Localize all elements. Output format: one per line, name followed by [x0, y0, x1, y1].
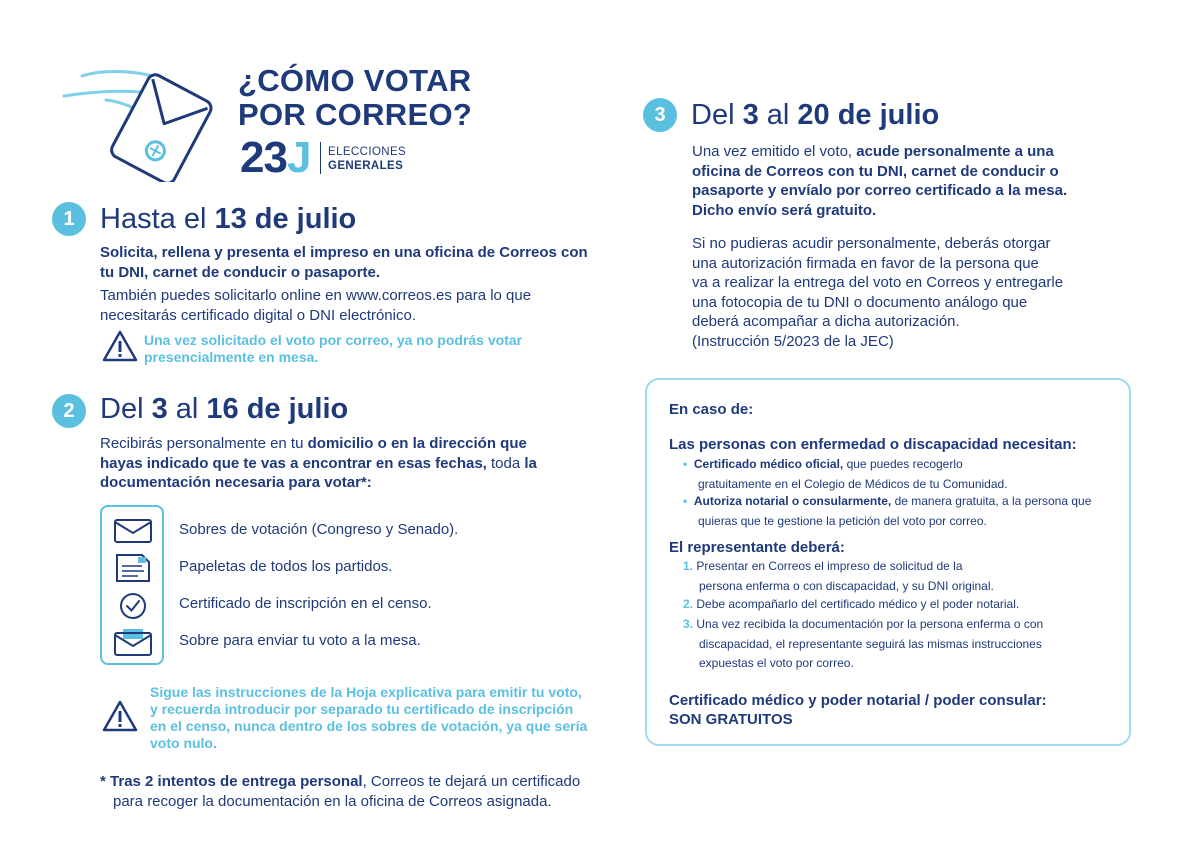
step2-warning-line2: y recuerda introducir por separado tu certificado de inscripción — [150, 701, 574, 717]
step1-online — [100, 286, 600, 325]
ballot-paper-icon — [114, 552, 152, 584]
elecciones-label: ELECCIONES — [328, 146, 407, 158]
step1-title-pre: Hasta el — [100, 203, 215, 235]
info-heading: En caso de: — [669, 401, 754, 418]
info-bullet-2 — [683, 492, 1123, 531]
step2-intro — [100, 434, 600, 493]
b1-line2: gratuitamente en el Colegio de Médicos de tu Comunidad. — [698, 476, 1008, 491]
n2-line1: Debe acompañarlo del certificado médico y el poder notarial. — [696, 597, 1020, 611]
n3-line1: Una vez recibida la documentación por la persona enferma o con — [696, 617, 1044, 631]
envelope-icon — [113, 517, 153, 545]
step3-number: 3 — [643, 98, 677, 132]
doc-item-sobres: Sobres de votación (Congreso y Senado). — [179, 521, 459, 538]
step2-intro-f: documentación necesaria para votar*: — [100, 474, 372, 491]
step3-paragraph2 — [692, 234, 1122, 351]
step2-title-to: 16 de julio — [206, 393, 349, 425]
b2-rest: de manera gratuita, a la persona que — [891, 494, 1092, 508]
step3-paragraph1 — [692, 142, 1122, 220]
step3-p1-line4: Dicho envío será gratuito. — [692, 201, 877, 219]
step1-online-line1: También puedes solicitarlo online en www.correos.es para lo que — [100, 287, 532, 304]
warning-icon — [102, 330, 138, 362]
n1: 1. — [683, 559, 694, 573]
step2-title-from: 3 — [151, 393, 168, 425]
step2-warning-line4: voto nulo. — [150, 735, 217, 751]
n3-line3: expuestas el voto por correo. — [699, 656, 854, 670]
hero-title-line1: ¿CÓMO VOTAR — [238, 63, 472, 98]
n2: 2. — [683, 597, 694, 611]
step3-p1-line3: pasaporte y envíalo por correo certificado a la mesa. — [692, 182, 1068, 199]
footer-line2: SON GRATUITOS — [669, 711, 793, 728]
info-sub1: Las personas con enfermedad o discapacidad necesitan: — [669, 436, 1077, 453]
step3-p1-line2: oficina de Correos con tu DNI, carnet de conducir o — [692, 162, 1059, 180]
step1-number: 1 — [52, 202, 86, 236]
bullet-dot: • — [683, 457, 688, 471]
warning-icon — [102, 700, 138, 732]
footer-line1: Certificado médico y poder notarial / poder consular: — [669, 692, 1047, 709]
step3-title-to: 20 de julio — [797, 99, 940, 131]
info-step-2 — [683, 595, 1123, 615]
info-footer — [669, 691, 1047, 729]
doc-item-certificado: Certificado de inscripción en el censo. — [179, 595, 432, 612]
step3-title-mid: al — [758, 99, 798, 131]
badge-23: 23 — [240, 133, 287, 182]
step2-warning — [150, 684, 587, 752]
step3-p2-line5: deberá acompañar a dicha autorización. — [692, 313, 960, 330]
step1-online-line2: necesitarás certificado digital o DNI electrónico. — [100, 306, 416, 324]
footnote-rest: , Correos te dejará un certificado — [362, 773, 581, 790]
badge-j: J — [286, 133, 311, 182]
footnote-star: * — [100, 773, 106, 790]
b1-bold: Certificado médico oficial, — [693, 457, 844, 471]
b1-rest: que puedes recogerlo — [843, 457, 963, 471]
n1-line1: Presentar en Correos el impreso de solicitud de la — [696, 559, 963, 573]
vote-envelope-icon — [113, 627, 153, 657]
step2-title-mid: al — [167, 393, 207, 425]
step2-intro-a: Recibirás personalmente en tu — [100, 435, 308, 452]
info-bullet-1 — [683, 455, 1123, 494]
step2-warning-line3: en el censo, nunca dentro de los sobres de votación, ya que sería — [150, 718, 588, 734]
info-sub2: El representante deberá: — [669, 539, 845, 556]
step2-intro-b: domicilio o en la dirección que — [307, 435, 527, 452]
doc-item-papeletas: Papeletas de todos los partidos. — [179, 558, 393, 575]
step1-warning-line2: presencialmente en mesa. — [144, 349, 319, 365]
badge-divider — [320, 142, 321, 174]
generales-label: GENERALES — [328, 160, 404, 172]
hand-envelope-illustration — [60, 62, 230, 182]
step3-p1-b: acude personalmente a una — [856, 143, 1054, 160]
step3-p2-line6: (Instrucción 5/2023 de la JEC) — [692, 332, 894, 350]
step1-title — [100, 202, 356, 236]
doc-item-sobre-mesa: Sobre para enviar tu voto a la mesa. — [179, 632, 421, 649]
step2-intro-e: la — [524, 454, 537, 472]
checkmark-certificate-icon — [118, 591, 148, 621]
bullet-dot: • — [683, 494, 688, 508]
hero-title — [238, 64, 472, 132]
step3-title-pre: Del — [691, 99, 743, 131]
step3-p2-line2: una autorización firmada en favor de la persona que — [692, 254, 1039, 272]
step1-warning-line1: Una vez solicitado el voto por correo, ya no podrás votar — [144, 332, 523, 348]
step3-p2-line3: va a realizar la entrega del voto en Correos y entregarle — [692, 274, 1064, 291]
step3-p1-a: Una vez emitido el voto, — [692, 143, 857, 160]
step2-footnote — [100, 772, 580, 811]
step2-intro-c: hayas indicado que te vas a encontrar en esas fechas, — [100, 454, 487, 472]
elecciones-generales — [328, 145, 406, 173]
hero-23j-badge — [240, 133, 311, 182]
footnote-line2: para recoger la documentación en la oficina de Correos asignada. — [113, 792, 552, 810]
step3-title — [691, 98, 939, 132]
step2-intro-d: toda — [486, 454, 525, 472]
b2-bold: Autoriza notarial o consularmente, — [693, 494, 892, 508]
info-step-3 — [683, 615, 1123, 674]
n1-line2: persona enferma o con discapacidad, y su DNI original. — [699, 578, 994, 593]
step2-title-pre: Del — [100, 393, 152, 425]
documents-icon-box — [100, 505, 164, 665]
step2-warning-line1: Sigue las instrucciones de la Hoja explicativa para emitir tu voto, — [150, 684, 582, 700]
step2-number: 2 — [52, 394, 86, 428]
b2-line2: quieras que te gestione la petición del voto por correo. — [698, 513, 987, 528]
n3: 3. — [683, 617, 694, 631]
info-step-1 — [683, 557, 1123, 596]
step1-warning — [144, 332, 522, 366]
hero-title-line2: POR CORREO? — [238, 97, 473, 132]
step3-p2-line1: Si no pudieras acudir personalmente, deberás otorgar — [692, 235, 1051, 252]
footnote-bold: Tras 2 intentos de entrega personal — [110, 773, 363, 790]
step3-title-from: 3 — [742, 99, 759, 131]
n3-line2: discapacidad, el representante seguirá las mismas instrucciones — [699, 636, 1042, 651]
step1-lead: Solicita, rellena y presenta el impreso en una oficina de Correos con tu DNI, carnet de conducir o pasaporte. — [100, 244, 588, 281]
step1-title-date: 13 de julio — [214, 203, 357, 235]
step2-title — [100, 392, 348, 426]
step3-p2-line4: una fotocopia de tu DNI o documento análogo que — [692, 293, 1028, 311]
